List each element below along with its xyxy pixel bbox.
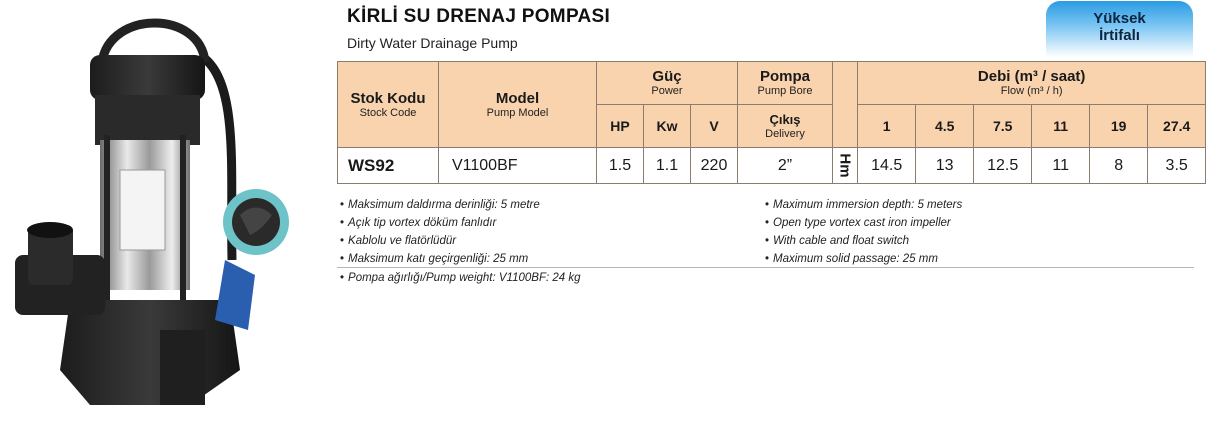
header-pump-bore [738,62,833,105]
bore-label: Pompa [759,68,810,85]
flow-point-2: 4.5 [916,105,974,148]
list-item: • Maximum solid passage: 25 mm [765,253,938,265]
note-text: Açık tip vortex döküm fanlıdır [348,217,497,229]
list-item: • Açık tip vortex döküm fanlıdır [340,217,497,229]
header-model [439,62,597,148]
flow-point-1: 1 [858,105,916,148]
cell-head-4: 11 [1032,148,1090,184]
weight-text: Pompa ağırlığı/Pump weight: V1100BF: 24 kg [348,272,581,284]
note-text: Maximum immersion depth: 5 meters [773,199,963,211]
list-item: • Kablolu ve flatörlüdür [340,235,457,247]
cell-kw: 1.1 [644,148,691,184]
list-item: • Maximum immersion depth: 5 meters [765,199,963,211]
stock-code-label: Stok Kodu [350,89,426,107]
cell-hm [833,148,858,184]
list-item: • With cable and float switch [765,235,910,247]
divider [337,267,1194,268]
header-power [597,62,738,105]
cell-v: 220 [691,148,738,184]
spec-table [337,61,1206,184]
unit-v: V [691,105,738,148]
model-label: Model [495,89,540,107]
bore-sublabel: Pump Bore [757,85,813,97]
table-row [338,148,1206,184]
note-text: Kablolu ve flatörlüdür [348,235,457,247]
cell-head-5: 8 [1090,148,1148,184]
page-subtitle: Dirty Water Drainage Pump [347,35,518,51]
note-text: Maksimum katı geçirgenliği: 25 mm [348,253,529,265]
note-text: With cable and float switch [773,235,910,247]
note-text: Maximum solid passage: 25 mm [773,253,938,265]
cell-head-6: 3.5 [1148,148,1206,184]
unit-kw: Kw [644,105,691,148]
note-text: Open type vortex cast iron impeller [773,217,951,229]
flow-point-3: 7.5 [974,105,1032,148]
delivery-sublabel: Delivery [765,128,805,140]
badge-line-1: Yüksek [1093,10,1146,27]
flow-point-6: 27.4 [1148,105,1206,148]
weight-note: • Pompa ağırlığı/Pump weight: V1100BF: 24 kg [340,272,581,284]
stock-code-sublabel: Stock Code [359,106,417,119]
header-spacer [833,62,858,148]
flow-sublabel: Flow (m³ / h) [1000,85,1063,97]
header-flow [858,62,1206,105]
cell-stock-code: WS92 [338,148,439,184]
header-stock-code [338,62,439,148]
cell-delivery: 2” [738,148,833,184]
flow-point-5: 19 [1090,105,1148,148]
power-label: Güç [652,68,682,85]
cell-head-3: 12.5 [974,148,1032,184]
note-text: Maksimum daldırma derinliği: 5 metre [348,199,540,211]
delivery-label: Çıkış [769,112,801,127]
list-item: • Maksimum katı geçirgenliği: 25 mm [340,253,529,265]
notes-english [765,196,962,268]
badge-line-2: İrtifalı [1099,27,1140,44]
header-delivery [738,105,833,148]
hm-label: Hm [836,153,854,178]
page-title: KİRLİ SU DRENAJ POMPASI [347,6,611,27]
notes-turkish [340,196,540,268]
list-item: • Maksimum daldırma derinliği: 5 metre [340,199,540,211]
cell-model: V1100BF [439,148,597,184]
flow-point-4: 11 [1032,105,1090,148]
power-sublabel: Power [651,85,683,97]
unit-hp: HP [597,105,644,148]
cell-hp: 1.5 [597,148,644,184]
cell-head-2: 13 [916,148,974,184]
flow-label: Debi (m³ / saat) [977,68,1086,85]
list-item: • Open type vortex cast iron impeller [765,217,951,229]
product-image [0,0,290,422]
cell-head-1: 14.5 [858,148,916,184]
model-sublabel: Pump Model [486,106,549,119]
high-altitude-badge [1046,1,1193,57]
